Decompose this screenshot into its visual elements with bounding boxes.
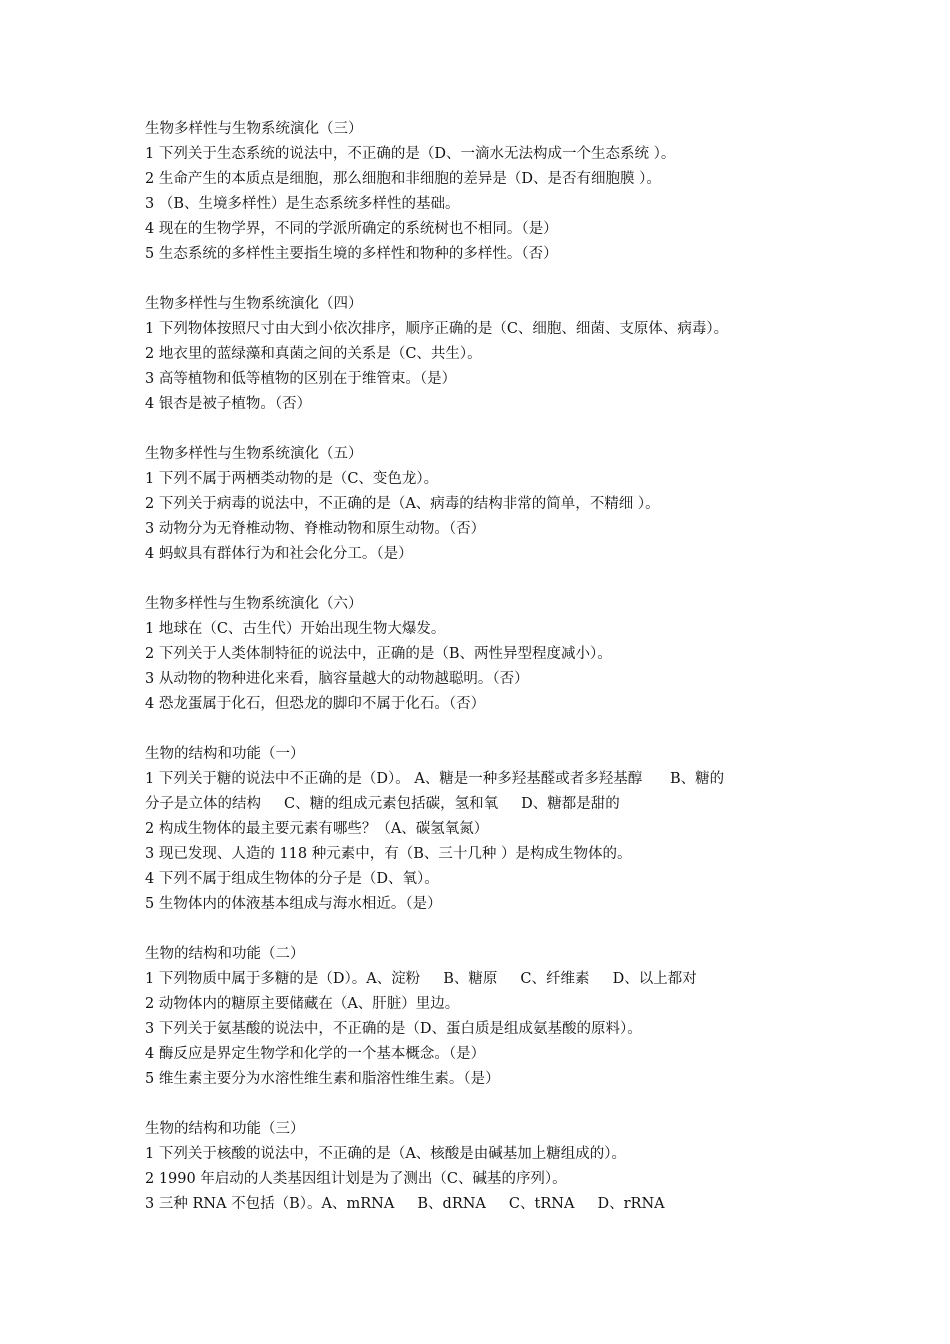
question-line: 1 下列关于糖的说法中不正确的是（D）。 A、糖是一种多羟基醛或者多羟基醇 B、糖的	[145, 771, 725, 787]
question-line: 4 银杏是被子植物。（否）	[145, 396, 312, 412]
question-line: 4 下列不属于组成生物体的分子是（D、氧）。	[145, 871, 439, 887]
question-line: 2 下列关于病毒的说法中，不正确的是（A、病毒的结构非常的简单，不精细 ）。	[145, 496, 660, 512]
section	[145, 442, 825, 567]
question-line: 1 下列关于生态系统的说法中，不正确的是（D、一滴水无法构成一个生态系统 ）。	[145, 146, 676, 162]
question-line: 2 下列关于人类体制特征的说法中，正确的是（B、两性异型程度减小）。	[145, 646, 612, 662]
question-line: 2 地衣里的蓝绿藻和真菌之间的关系是（C、共生）。	[145, 346, 482, 362]
section	[145, 742, 825, 917]
section	[145, 117, 825, 267]
question-line: 2 构成生物体的最主要元素有哪些？（A、碳氢氧氮）	[145, 821, 489, 837]
section-title: 生物多样性与生物系统演化（三）	[145, 121, 363, 137]
section	[145, 1117, 825, 1217]
question-line: 3 高等植物和低等植物的区别在于维管束。（是）	[145, 371, 457, 387]
question-line: 3 下列关于氨基酸的说法中，不正确的是（D、蛋白质是组成氨基酸的原料）。	[145, 1021, 642, 1037]
section-title: 生物多样性与生物系统演化（五）	[145, 446, 363, 462]
question-line: 1 下列物体按照尺寸由大到小依次排序，顺序正确的是（C、细胞、细菌、支原体、病毒）。	[145, 321, 729, 337]
question-line: 4 现在的生物学界，不同的学派所确定的系统树也不相同。（是）	[145, 221, 558, 237]
question-line: 3 现已发现、人造的 118 种元素中，有（B、三十几种 ）是构成生物体的。	[145, 846, 632, 862]
question-line: 分子是立体的结构 C、糖的组成元素包括碳，氢和氧 D、糖都是甜的	[145, 796, 620, 812]
question-line: 5 维生素主要分为水溶性维生素和脂溶性维生素。（是）	[145, 1071, 500, 1087]
question-line: 2 1990 年启动的人类基因组计划是为了测出（C、碱基的序列）。	[145, 1171, 567, 1187]
section	[145, 292, 825, 417]
question-line: 2 动物体内的糖原主要储藏在（A、肝脏）里边。	[145, 996, 460, 1012]
question-line: 4 蚂蚁具有群体行为和社会化分工。（是）	[145, 546, 413, 562]
question-line: 1 下列物质中属于多糖的是（D）。A、淀粉 B、糖原 C、纤维素 D、以上都对	[145, 971, 697, 987]
question-line: 5 生物体内的体液基本组成与海水相近。（是）	[145, 896, 442, 912]
section-title: 生物的结构和功能（一）	[145, 746, 305, 762]
section-title: 生物多样性与生物系统演化（六）	[145, 596, 363, 612]
question-line: 3 三种 RNA 不包括（B）。A、mRNA B、dRNA C、tRNA D、rRNA	[145, 1196, 665, 1212]
question-line: 5 生态系统的多样性主要指生境的多样性和物种的多样性。（否）	[145, 246, 558, 262]
question-line: 1 下列关于核酸的说法中，不正确的是（A、核酸是由碱基加上糖组成的）。	[145, 1146, 627, 1162]
section-title: 生物多样性与生物系统演化（四）	[145, 296, 363, 312]
section	[145, 592, 825, 717]
question-line: 4 恐龙蛋属于化石，但恐龙的脚印不属于化石。（否）	[145, 696, 486, 712]
document-body	[145, 117, 825, 1242]
section-title: 生物的结构和功能（二）	[145, 946, 305, 962]
question-line: 3 （B、生境多样性）是生态系统多样性的基础。	[145, 196, 460, 212]
question-line: 2 生命产生的本质点是细胞，那么细胞和非细胞的差异是（D、是否有细胞膜 ）。	[145, 171, 661, 187]
question-line: 1 地球在（C、古生代）开始出现生物大爆发。	[145, 621, 446, 637]
section	[145, 942, 825, 1092]
section-title: 生物的结构和功能（三）	[145, 1121, 305, 1137]
question-line: 3 动物分为无脊椎动物、脊椎动物和原生动物。（否）	[145, 521, 486, 537]
question-line: 1 下列不属于两栖类动物的是（C、变色龙）。	[145, 471, 439, 487]
question-line: 3 从动物的物种进化来看，脑容量越大的动物越聪明。（否）	[145, 671, 529, 687]
question-line: 4 酶反应是界定生物学和化学的一个基本概念。（是）	[145, 1046, 486, 1062]
